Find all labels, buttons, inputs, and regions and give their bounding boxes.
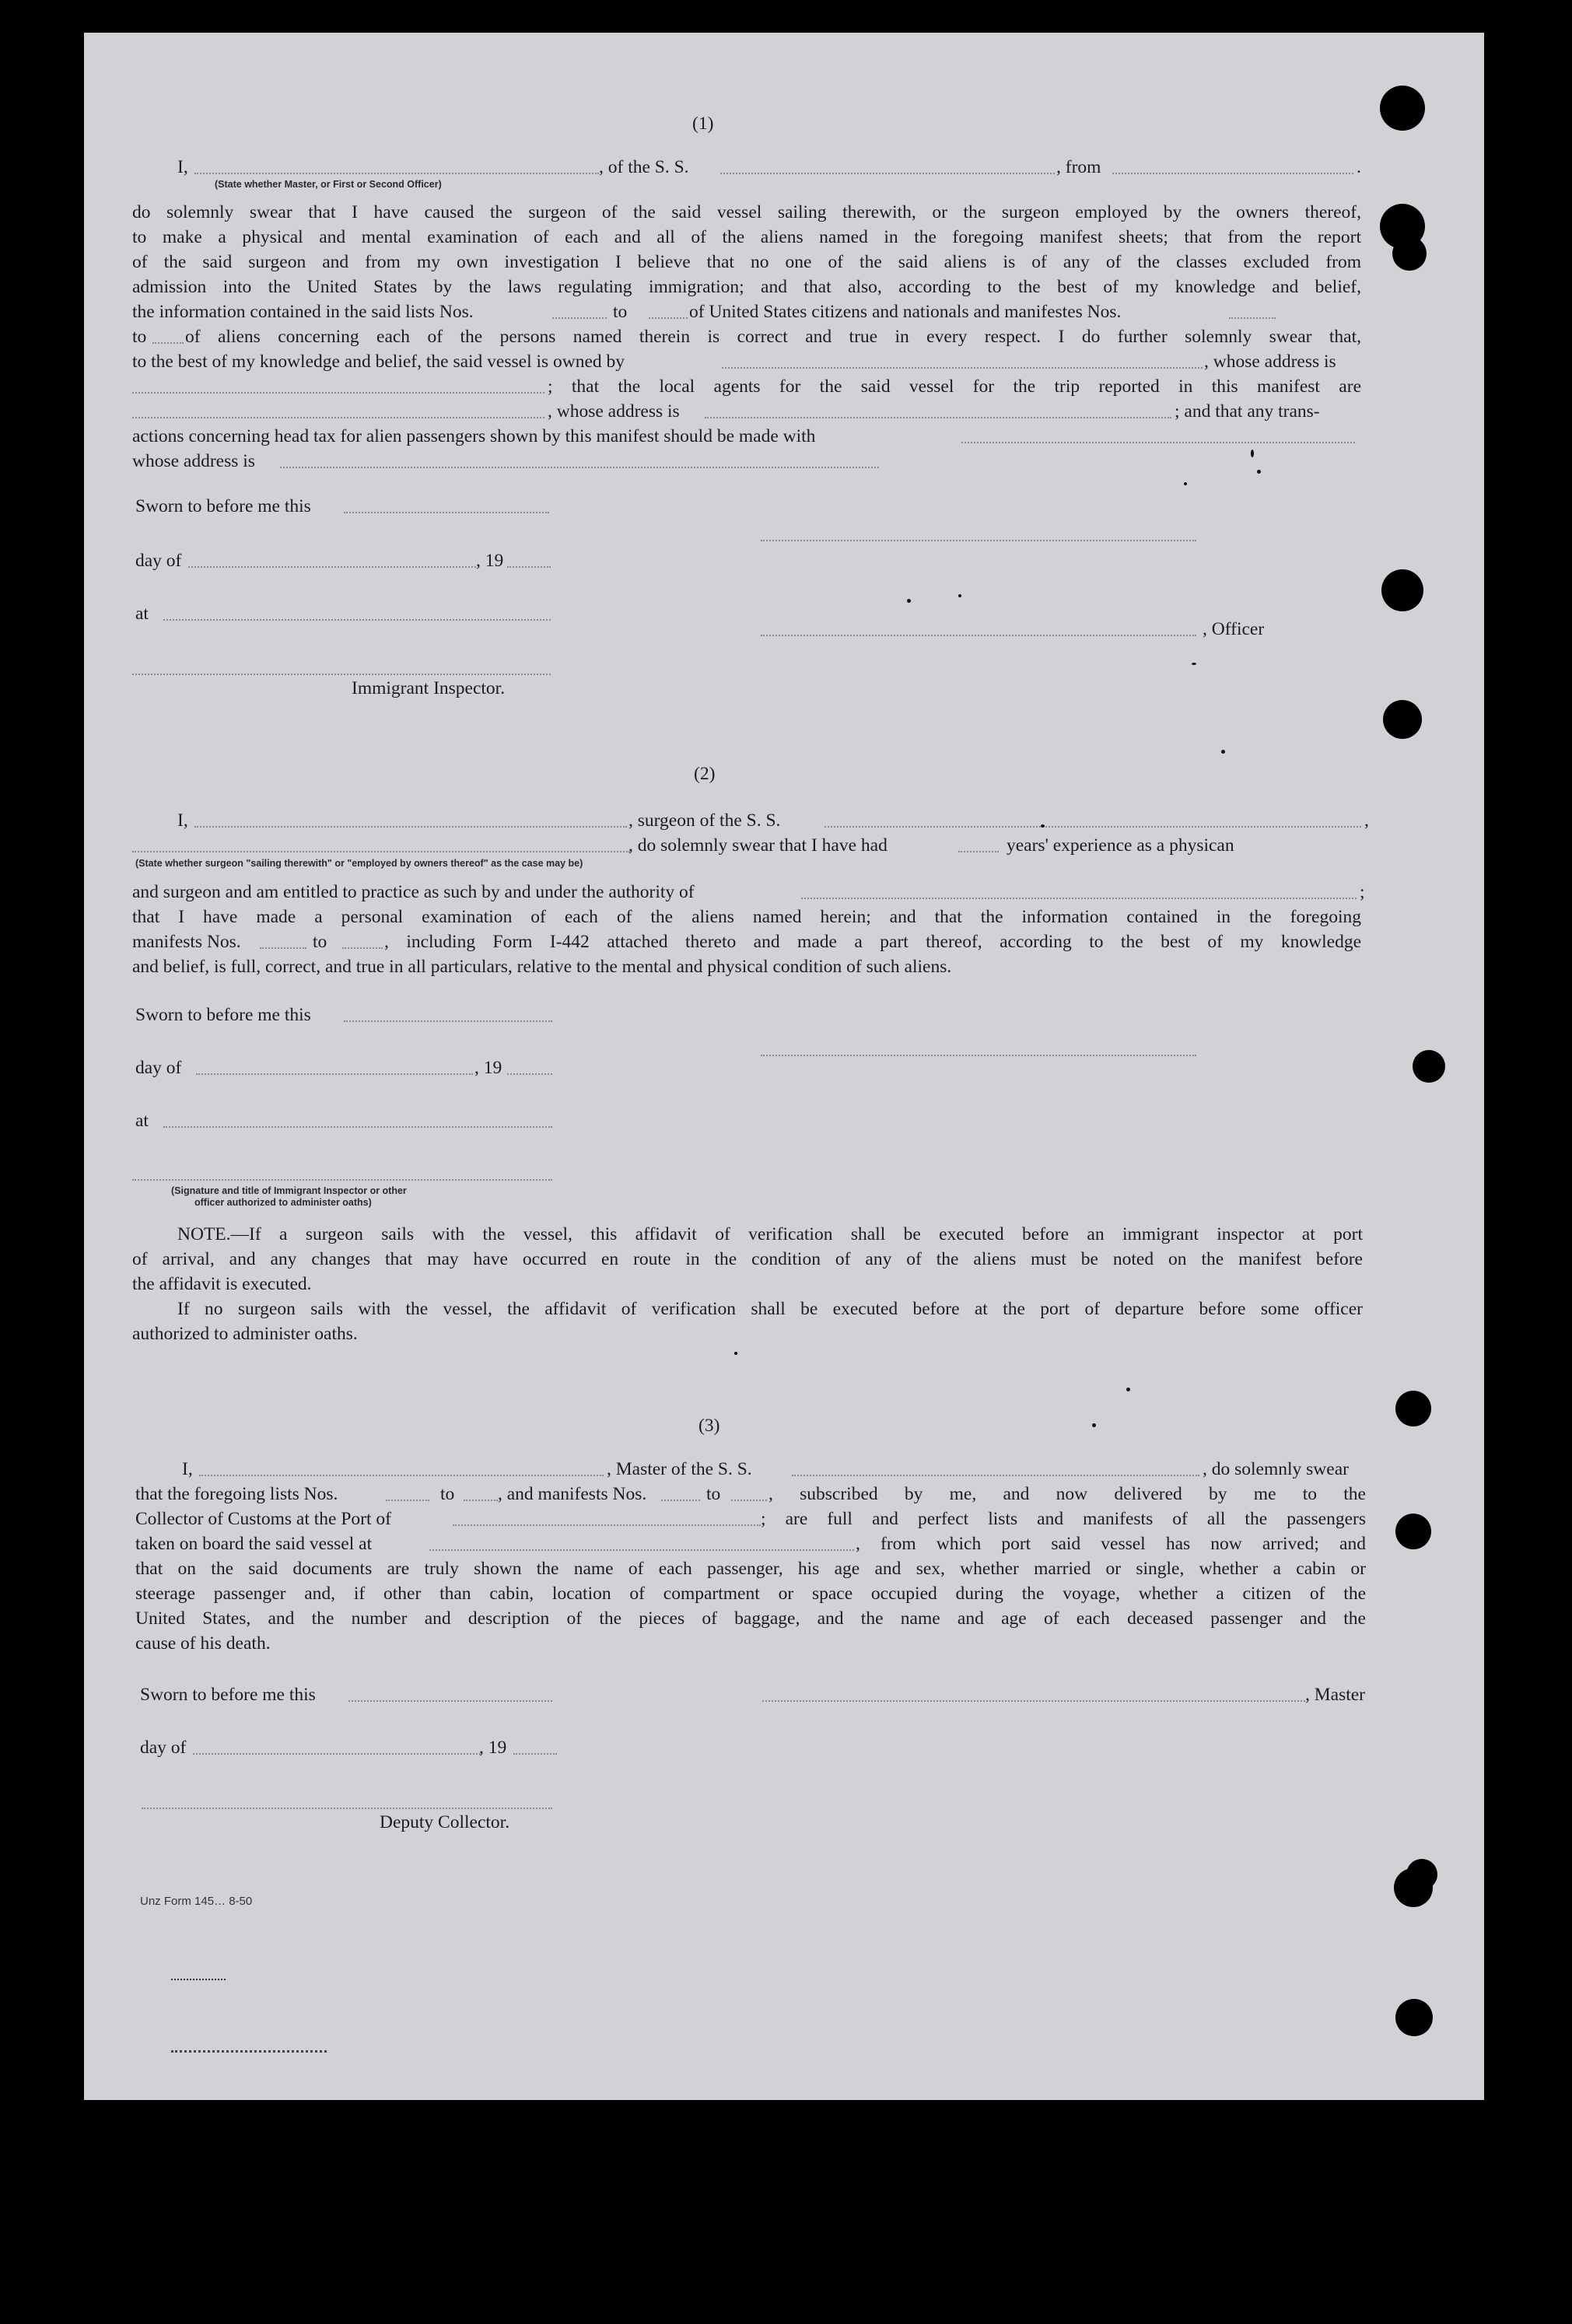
- s1-inspector-label: Immigrant Inspector.: [352, 678, 506, 698]
- s2-line-a-end: ;: [1360, 882, 1365, 902]
- s2-vessel-line[interactable]: [825, 826, 1361, 828]
- speck: [1041, 824, 1045, 828]
- s3-line-a4: to: [706, 1484, 721, 1504]
- years-experience-line[interactable]: [958, 851, 999, 852]
- s1-year: , 19: [476, 551, 504, 571]
- s1-inspector-line[interactable]: [132, 674, 551, 675]
- speck: [1184, 482, 1187, 485]
- oath-i: I,: [177, 157, 188, 177]
- speck: [1251, 450, 1254, 457]
- s1-line-2: to make a physical and mental examination of each and all of the aliens named in the foregoing manifest sheets; that from the report: [132, 227, 1361, 247]
- section-number-1: (1): [692, 114, 714, 134]
- s3-manifests-from-line[interactable]: [661, 1500, 700, 1501]
- s3-sworn-line[interactable]: [348, 1700, 552, 1702]
- speck: [1092, 1423, 1096, 1427]
- s2-comma: ,: [1364, 810, 1369, 831]
- master-name-line[interactable]: [199, 1475, 604, 1476]
- authority-line[interactable]: [801, 898, 1357, 899]
- surgeon-name-line[interactable]: [194, 826, 627, 828]
- s1-line-5a: the information contained in the said lists Nos.: [132, 302, 474, 322]
- s2-manifests-to-line[interactable]: [342, 947, 383, 949]
- s1-officer-label: , Officer: [1203, 619, 1265, 639]
- s2-sworn: Sworn to before me this: [135, 1005, 311, 1025]
- s1-line-7b: , whose address is: [1204, 352, 1336, 372]
- head-tax-address-line[interactable]: [280, 467, 879, 468]
- stray-mark-2: [171, 2050, 327, 2053]
- s2-day-line[interactable]: [196, 1073, 473, 1075]
- s3-line-f: United States, and the number and description of the pieces of baggage, and the name and age of each deceased passenger and the: [135, 1608, 1366, 1629]
- s1-sworn: Sworn to before me this: [135, 496, 311, 516]
- s1-line-5c: of United States citizens and nationals and manifestes Nos.: [689, 302, 1122, 322]
- speck: [958, 594, 961, 597]
- s3-line-a3: , and manifests Nos.: [498, 1484, 647, 1504]
- note-1-line-2: of arrival, and any changes that may have occurred en route in the condition of any of the aliens must be noted on the manifest before: [132, 1249, 1363, 1269]
- s3-master-of: , Master of the S. S.: [607, 1459, 752, 1479]
- s2-line-c3: , including Form I-442 attached thereto and made a part thereof, according to the best of my knowledge: [384, 932, 1361, 952]
- s2-at-line[interactable]: [163, 1126, 552, 1128]
- s2-oath-i: I,: [177, 810, 188, 831]
- from-port-line[interactable]: [1112, 173, 1353, 174]
- s3-line-b2: ; are full and perfect lists and manifests of all the passengers: [761, 1509, 1366, 1529]
- s3-collector-line[interactable]: [142, 1808, 552, 1809]
- section-number-3: (3): [698, 1416, 720, 1436]
- s3-line-b1: Collector of Customs at the Port of: [135, 1509, 391, 1529]
- punch-hole: [1413, 1050, 1445, 1083]
- period: .: [1357, 157, 1361, 177]
- speck: [907, 599, 911, 603]
- s1-line-9a: , whose address is: [548, 401, 680, 422]
- s2-sig-caption-2: officer authorized to administer oaths): [194, 1197, 372, 1208]
- s1-sworn-line[interactable]: [344, 512, 549, 513]
- manifests-to-line[interactable]: [152, 342, 184, 344]
- punch-hole: [1395, 1999, 1433, 2036]
- speck: [1257, 470, 1261, 474]
- note-1-line-1: NOTE.—If a surgeon sails with the vessel, this affidavit of verification shall be executed before an immigrant inspector at port: [177, 1224, 1363, 1244]
- speck: [734, 1352, 737, 1355]
- s3-lists-from-line[interactable]: [386, 1500, 429, 1501]
- s2-manifests-from-line[interactable]: [260, 947, 306, 949]
- s3-day-of: day of: [140, 1738, 187, 1758]
- s1-line-4: admission into the United States by the laws regulating immigration; and that also, according to the best of my knowledge and belief,: [132, 277, 1361, 297]
- s3-manifests-to-line[interactable]: [731, 1500, 767, 1501]
- punch-hole: [1392, 236, 1427, 271]
- s2-sig-caption-1: (Signature and title of Immigrant Inspector or other: [171, 1185, 407, 1196]
- s2-line-a: and surgeon and am entitled to practice as such by and under the authority of: [132, 882, 695, 902]
- speck: [1192, 663, 1196, 665]
- of-the-ss-label: , of the S. S.: [599, 157, 689, 177]
- s1-officer-line[interactable]: [761, 635, 1196, 636]
- form-number: Unz Form 145… 8-50: [140, 1895, 253, 1908]
- s1-at-line[interactable]: [163, 619, 551, 621]
- from-label: , from: [1056, 157, 1101, 177]
- s2-at: at: [135, 1111, 149, 1131]
- vessel-name-line[interactable]: [720, 173, 1055, 174]
- s3-line-g: cause of his death.: [135, 1633, 271, 1654]
- agents-address-line[interactable]: [705, 417, 1171, 418]
- s3-sworn: Sworn to before me this: [140, 1685, 316, 1705]
- s3-do-swear: , do solemnly swear: [1203, 1459, 1349, 1479]
- s2-year-line[interactable]: [507, 1073, 552, 1075]
- s3-oath-i: I,: [182, 1459, 193, 1479]
- s3-deputy-label: Deputy Collector.: [380, 1812, 510, 1832]
- punch-hole: [1380, 86, 1425, 131]
- s3-master-label: , Master: [1305, 1685, 1366, 1705]
- lists-to-line[interactable]: [649, 317, 688, 319]
- owner-line[interactable]: [722, 367, 1203, 369]
- s2-line-b: that I have made a personal examination of each of the aliens named herein; and that the information contained in the foregoing: [132, 907, 1361, 927]
- s2-line-d: and belief, is full, correct, and true in all particulars, relative to the mental and physical condition of such aliens.: [132, 957, 952, 977]
- s3-day-line[interactable]: [193, 1753, 481, 1755]
- s3-vessel-line[interactable]: [792, 1475, 1199, 1476]
- s3-line-a1: that the foregoing lists Nos.: [135, 1484, 338, 1504]
- s1-line-11: whose address is: [132, 451, 255, 471]
- s1-line-8: ; that the local agents for the said vessel for the trip reported in this manifest are: [548, 376, 1361, 397]
- s2-do-swear: , do solemnly swear that I have had: [628, 835, 888, 856]
- note-1-line-3: the affidavit is executed.: [132, 1274, 312, 1294]
- s1-line-5b: to: [613, 302, 628, 322]
- s1-line-6b: of aliens concerning each of the persons named therein is correct and true in every respect. I do further solemnly swear that,: [185, 327, 1361, 347]
- s2-sworn-line[interactable]: [344, 1020, 552, 1022]
- s3-line-a5: , subscribed by me, and now delivered by me to the: [768, 1484, 1366, 1504]
- owner-address-line[interactable]: [132, 392, 544, 394]
- lists-from-line[interactable]: [552, 317, 607, 319]
- s1-line-9b: ; and that any trans-: [1175, 401, 1320, 422]
- s2-caption: (State whether surgeon "sailing therewith" or "employed by owners thereof" as the case may be): [135, 858, 583, 869]
- s2-day-of: day of: [135, 1058, 182, 1078]
- s1-line-10: actions concerning head tax for alien passengers shown by this manifest should be made with: [132, 426, 816, 446]
- s1-line-3: of the said surgeon and from my own investigation I believe that no one of the said aliens is of any of the classes excluded from: [132, 252, 1361, 272]
- s1-day-of: day of: [135, 551, 182, 571]
- punch-hole: [1395, 1391, 1431, 1426]
- section-number-2: (2): [694, 764, 716, 784]
- note-2-line-2: authorized to administer oaths.: [132, 1324, 358, 1344]
- s2-inspector-line[interactable]: [132, 1179, 552, 1181]
- officer-name-line[interactable]: [194, 173, 599, 174]
- s1-signature-line[interactable]: [761, 540, 1196, 541]
- s3-year: , 19: [479, 1738, 507, 1758]
- s1-year-line[interactable]: [507, 566, 551, 568]
- punch-hole: [1395, 1514, 1431, 1549]
- s1-line-1: do solemnly swear that I have caused the surgeon of the said vessel sailing therewith, or the surgeon employed by the owners thereof,: [132, 202, 1361, 222]
- s1-line-7a: to the best of my knowledge and belief, the said vessel is owned by: [132, 352, 625, 372]
- speck: [1126, 1388, 1130, 1391]
- punch-hole: [1383, 700, 1422, 739]
- s3-line-e: steerage passenger and, if other than cabin, location of compartment or space occupied during the voyage, whether a citizen of the: [135, 1584, 1366, 1604]
- s1-line-6a: to: [132, 327, 147, 347]
- s3-line-a2: to: [440, 1484, 455, 1504]
- punch-hole: [1381, 569, 1423, 611]
- head-tax-line[interactable]: [961, 442, 1355, 443]
- s3-lists-to-line[interactable]: [464, 1500, 498, 1501]
- manifests-from-line[interactable]: [1229, 317, 1276, 319]
- s3-line-d: that on the said documents are truly shown the name of each passenger, his age and sex, whether married or single, whether a cabin or: [135, 1559, 1366, 1579]
- speck: [1221, 750, 1225, 754]
- note-2-line-1: If no surgeon sails with the vessel, the affidavit of verification shall be executed before at the port of departure before some officer: [177, 1299, 1363, 1319]
- officer-caption: (State whether Master, or First or Second Officer): [215, 179, 442, 190]
- s3-line-c1: taken on board the said vessel at: [135, 1534, 373, 1554]
- stray-mark-1: [171, 1979, 226, 1980]
- s2-surgeon-of: , surgeon of the S. S.: [628, 810, 781, 831]
- s1-at: at: [135, 604, 149, 624]
- s2-line-c2: to: [313, 932, 327, 952]
- agents-line[interactable]: [132, 417, 544, 418]
- s2-signature-line[interactable]: [761, 1055, 1196, 1056]
- s2-continued-line[interactable]: [132, 851, 630, 852]
- s2-year: , 19: [474, 1058, 502, 1078]
- port-line[interactable]: [453, 1524, 761, 1526]
- embark-port-line[interactable]: [429, 1549, 854, 1551]
- s2-line-c1: manifests Nos.: [132, 932, 241, 952]
- s3-line-c2: , from which port said vessel has now arrived; and: [856, 1534, 1366, 1554]
- s2-years: years' experience as a physican: [1007, 835, 1234, 856]
- s1-day-line[interactable]: [188, 566, 476, 568]
- punch-hole: [1406, 1859, 1437, 1890]
- form-page: [84, 33, 1484, 2100]
- s3-year-line[interactable]: [513, 1753, 557, 1755]
- s3-master-signature-line[interactable]: [762, 1700, 1305, 1702]
